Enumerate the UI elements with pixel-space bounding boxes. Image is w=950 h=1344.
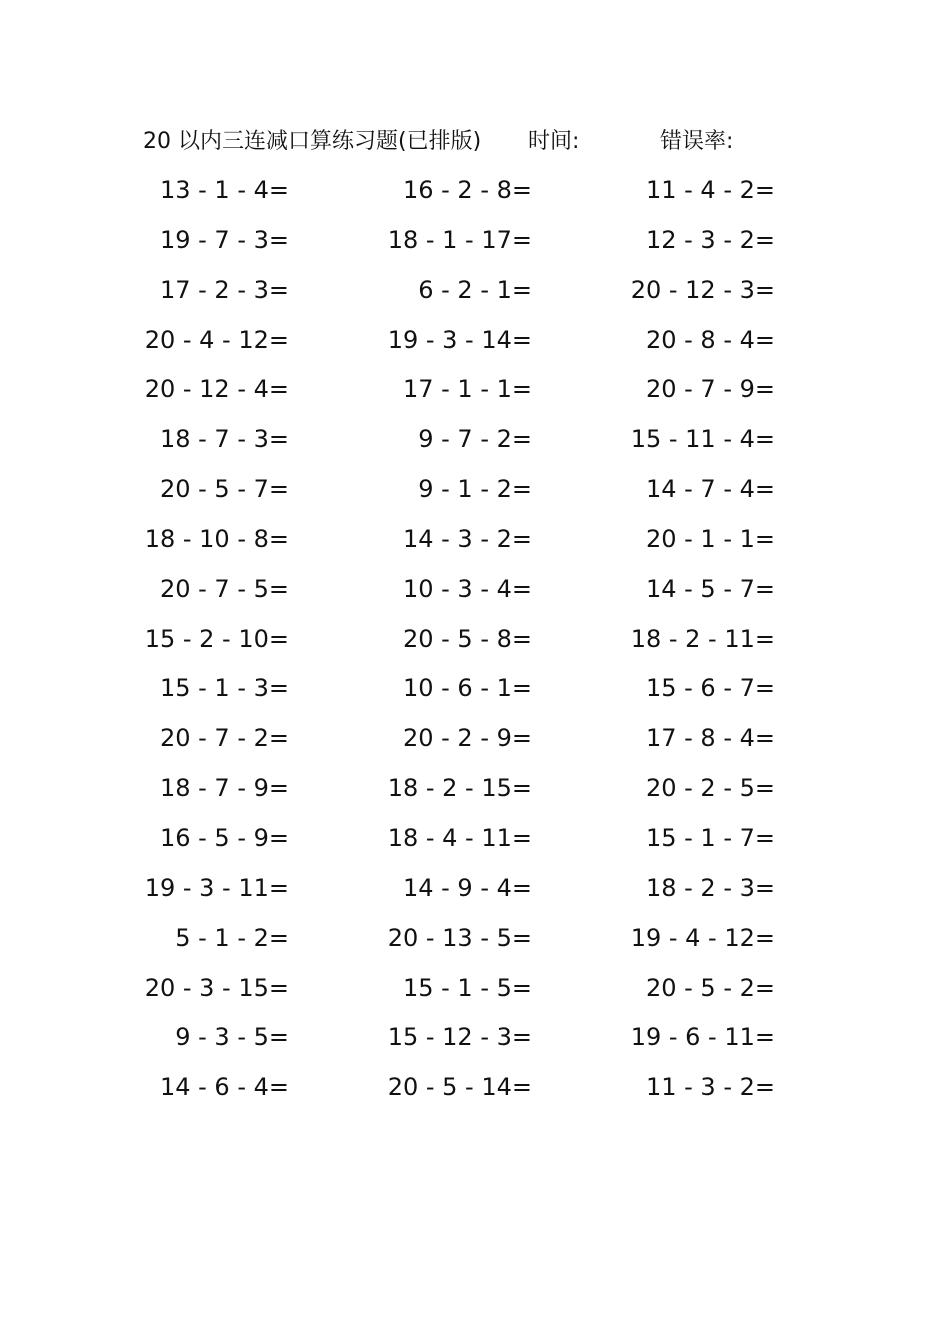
problem-item: 20 - 7 - 2= — [159, 724, 289, 753]
problem-item: 19 - 4 - 12= — [630, 923, 775, 952]
problem-item: 14 - 3 - 2= — [402, 524, 532, 553]
problem-item: 16 - 2 - 8= — [402, 176, 532, 204]
problem-item: 19 - 3 - 11= — [144, 873, 289, 902]
problem-item: 11 - 4 - 2= — [645, 176, 775, 204]
problem-item: 15 - 12 - 3= — [387, 1023, 532, 1052]
problem-item: 17 - 8 - 4= — [645, 724, 775, 753]
problem-row — [0, 270, 950, 320]
problem-item: 18 - 4 - 11= — [387, 823, 532, 852]
problem-row — [0, 968, 950, 1018]
problem-item: 20 - 8 - 4= — [645, 325, 775, 354]
problem-item: 14 - 9 - 4= — [402, 873, 532, 902]
problem-row — [0, 419, 950, 469]
problem-row — [0, 718, 950, 768]
problem-item: 18 - 7 - 9= — [159, 774, 289, 803]
problem-row — [0, 619, 950, 669]
problem-row — [0, 818, 950, 868]
problem-item: 9 - 1 - 2= — [418, 475, 532, 504]
problem-row — [0, 170, 950, 220]
problem-item: 18 - 2 - 15= — [387, 774, 532, 803]
problem-item: 20 - 5 - 14= — [387, 1073, 532, 1102]
problem-item: 20 - 7 - 5= — [159, 574, 289, 603]
problem-item: 20 - 5 - 7= — [159, 475, 289, 504]
problem-item: 11 - 3 - 2= — [645, 1073, 775, 1102]
worksheet-title: 20 以内三连减口算练习题(已排版) — [143, 129, 482, 154]
problem-row — [0, 768, 950, 818]
problem-item: 20 - 12 - 3= — [630, 275, 775, 304]
problem-item: 17 - 2 - 3= — [159, 275, 289, 304]
problem-item: 18 - 1 - 17= — [387, 225, 532, 254]
problem-item: 6 - 2 - 1= — [418, 275, 532, 304]
problem-item: 15 - 2 - 10= — [144, 624, 289, 653]
problem-item: 9 - 3 - 5= — [175, 1023, 289, 1052]
problem-item: 19 - 6 - 11= — [630, 1023, 775, 1052]
problem-row — [0, 320, 950, 370]
problem-item: 20 - 7 - 9= — [645, 375, 775, 404]
problem-item: 20 - 2 - 5= — [645, 774, 775, 803]
problem-item: 14 - 6 - 4= — [159, 1073, 289, 1102]
problem-row — [0, 1067, 950, 1117]
problem-item: 12 - 3 - 2= — [645, 225, 775, 254]
problem-item: 5 - 1 - 2= — [175, 923, 289, 952]
problem-row — [0, 668, 950, 718]
problem-item: 20 - 5 - 2= — [645, 973, 775, 1002]
problem-row — [0, 1017, 950, 1067]
time-label: 时间: — [528, 129, 580, 154]
problem-item: 19 - 3 - 14= — [387, 325, 532, 354]
problem-item: 20 - 2 - 9= — [402, 724, 532, 753]
problem-row — [0, 868, 950, 918]
worksheet-header — [0, 124, 950, 160]
problem-item: 20 - 4 - 12= — [144, 325, 289, 354]
problem-item: 14 - 5 - 7= — [645, 574, 775, 603]
problem-item: 9 - 7 - 2= — [418, 425, 532, 454]
problem-row — [0, 569, 950, 619]
problem-row — [0, 918, 950, 968]
problem-item: 19 - 7 - 3= — [159, 225, 289, 254]
problem-item: 15 - 1 - 7= — [645, 823, 775, 852]
problem-item: 14 - 7 - 4= — [645, 475, 775, 504]
problem-item: 20 - 3 - 15= — [144, 973, 289, 1002]
problem-item: 18 - 2 - 11= — [630, 624, 775, 653]
problem-item: 10 - 3 - 4= — [402, 574, 532, 603]
problem-item: 15 - 1 - 5= — [402, 973, 532, 1002]
problem-row — [0, 469, 950, 519]
problem-grid — [0, 170, 950, 1117]
problem-item: 18 - 7 - 3= — [159, 425, 289, 454]
problem-item: 18 - 10 - 8= — [144, 524, 289, 553]
problem-item: 15 - 6 - 7= — [645, 674, 775, 703]
problem-item: 10 - 6 - 1= — [402, 674, 532, 703]
problem-item: 17 - 1 - 1= — [402, 375, 532, 404]
problem-item: 18 - 2 - 3= — [645, 873, 775, 902]
problem-row — [0, 220, 950, 270]
problem-item: 20 - 13 - 5= — [387, 923, 532, 952]
problem-item: 20 - 1 - 1= — [645, 524, 775, 553]
problem-row — [0, 369, 950, 419]
problem-row — [0, 519, 950, 569]
problem-item: 15 - 1 - 3= — [159, 674, 289, 703]
problem-item: 15 - 11 - 4= — [630, 425, 775, 454]
error-rate-label: 错误率: — [660, 129, 734, 154]
problem-item: 16 - 5 - 9= — [159, 823, 289, 852]
problem-item: 20 - 12 - 4= — [144, 375, 289, 404]
problem-item: 20 - 5 - 8= — [402, 624, 532, 653]
problem-item: 13 - 1 - 4= — [159, 176, 289, 204]
